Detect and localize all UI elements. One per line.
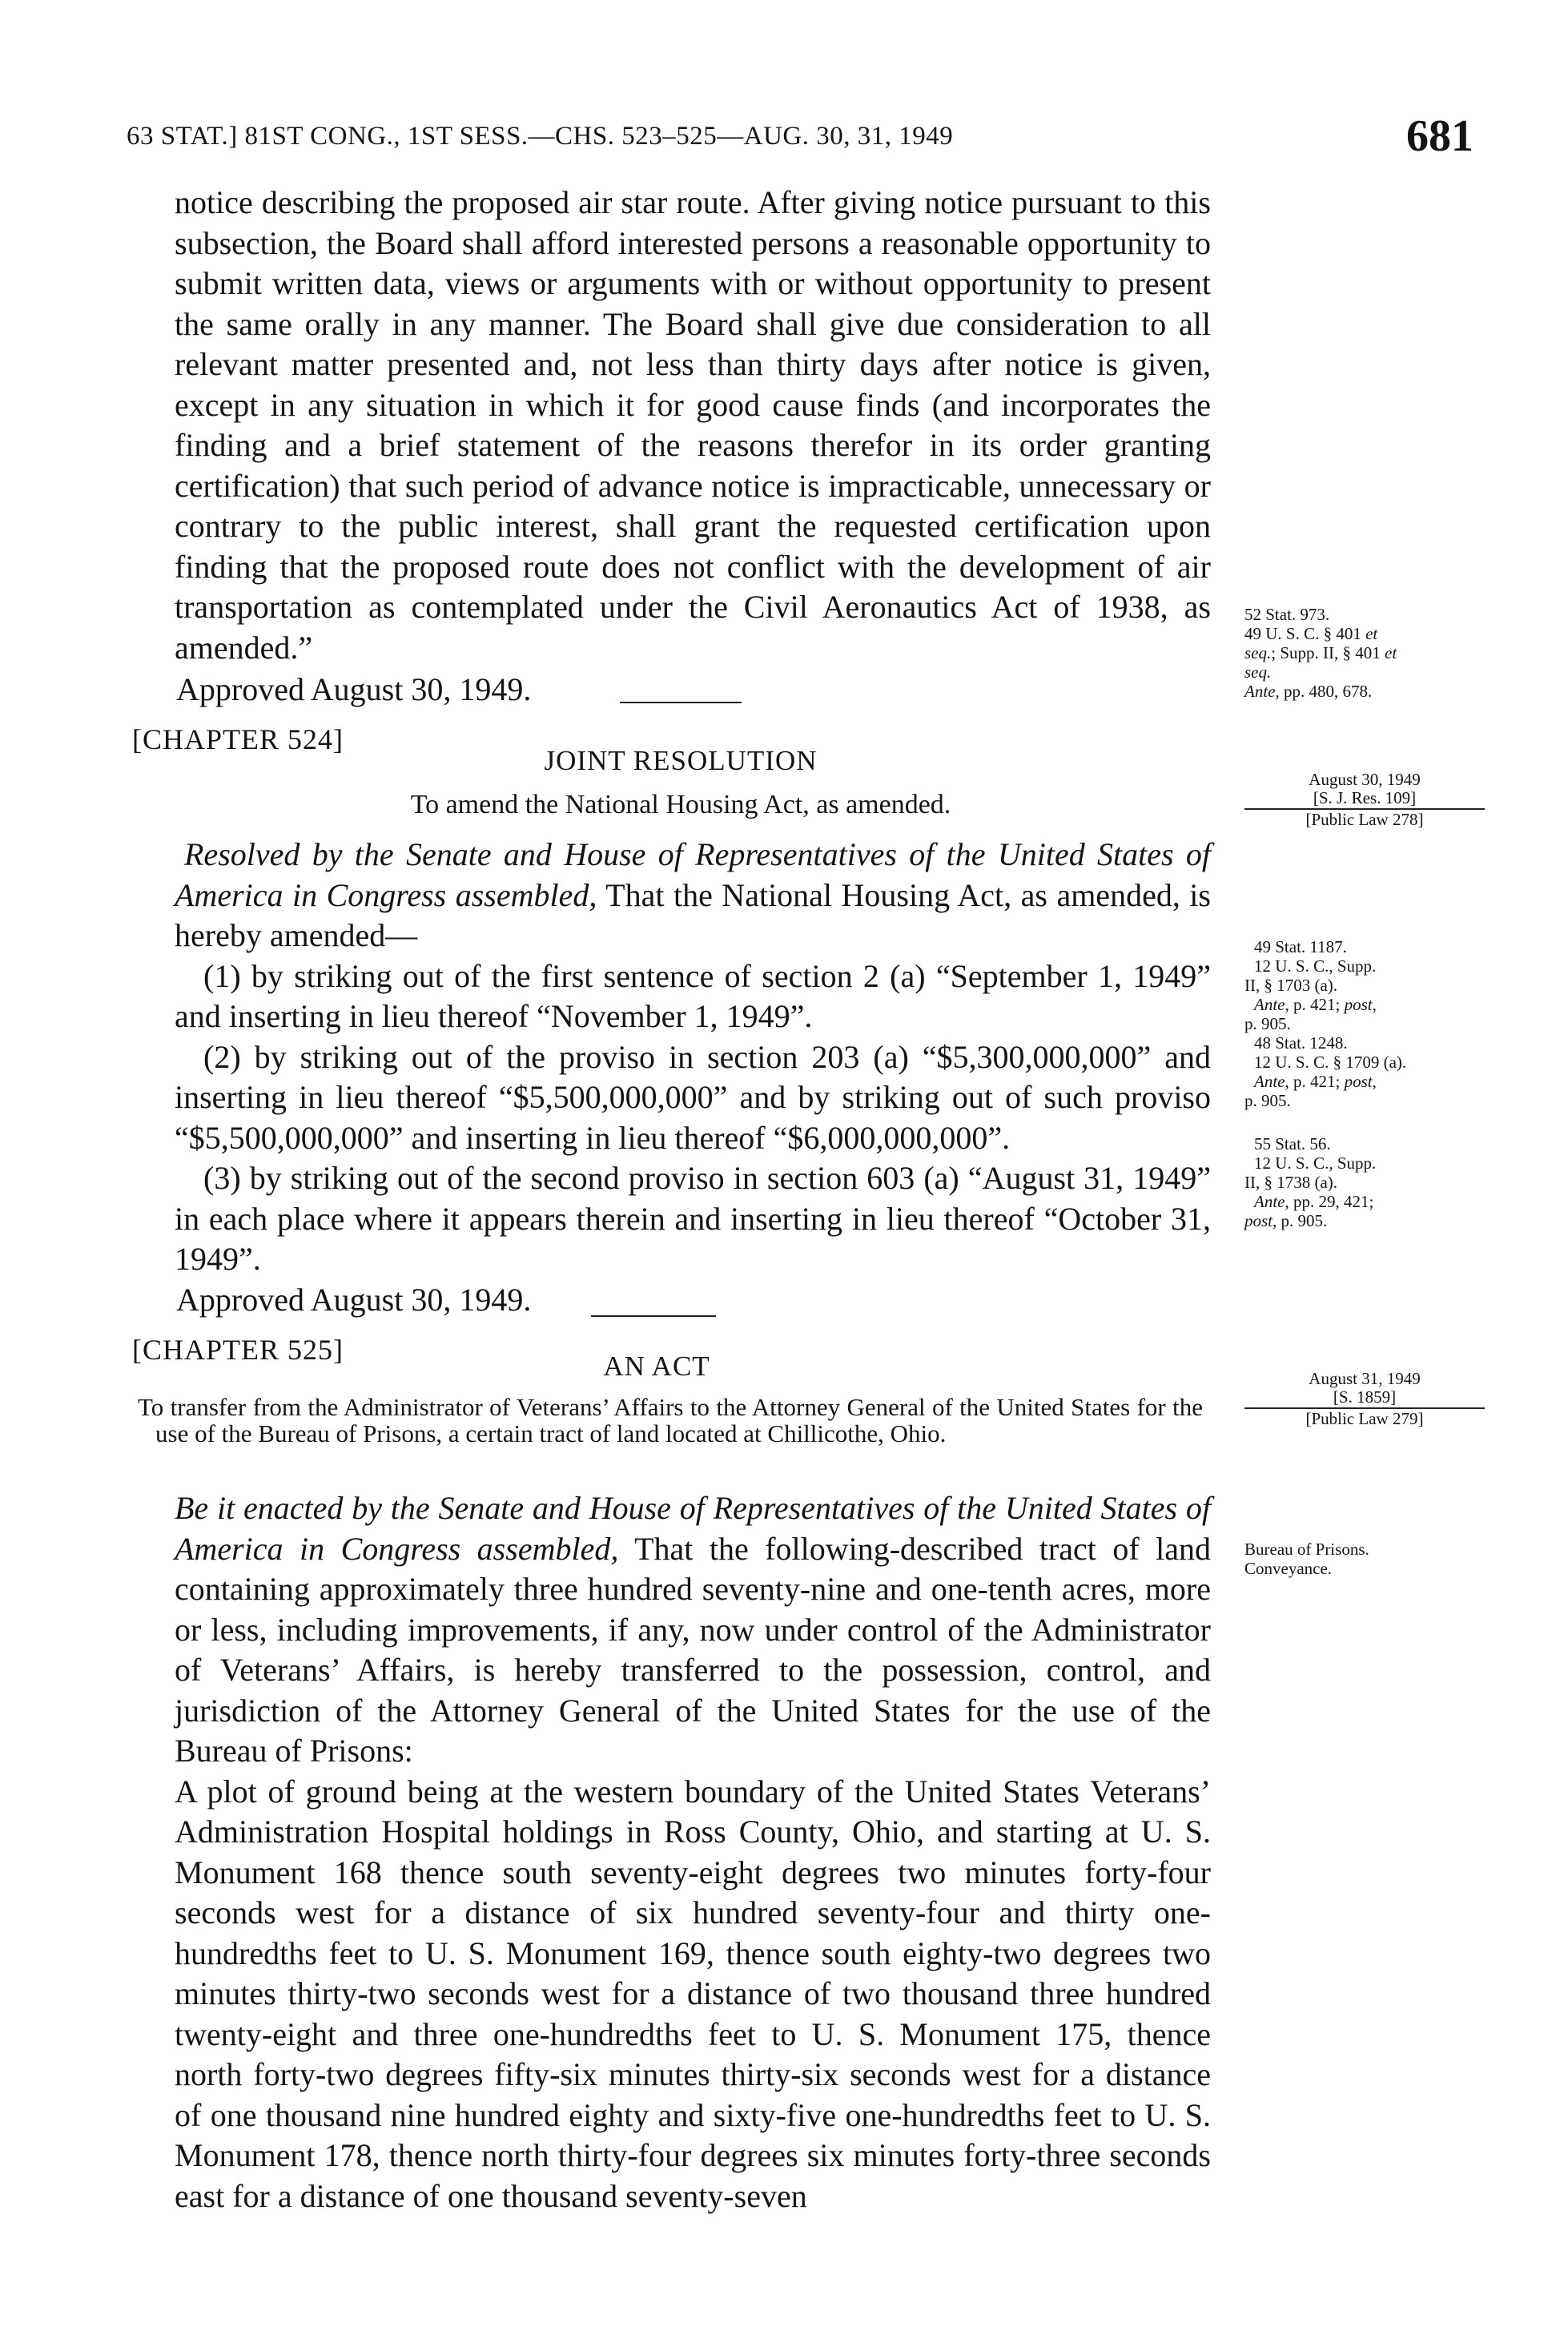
- margin-citation: 12 U. S. C. § 1709 (a).: [1254, 1053, 1407, 1072]
- margin-citation: p. 905.: [1244, 1091, 1291, 1110]
- margin-topic: Conveyance.: [1244, 1559, 1333, 1578]
- margin-citation: seq.; Supp. II, § 401 et: [1244, 643, 1397, 662]
- chapter-524-item-3: (3) by striking out of the second proviso in section 603 (a) “August 31, 1949” in each place where it appears therein and inserting in lieu thereof “October 31, 1949”.: [175, 1160, 1211, 1277]
- page-number: 681: [1406, 111, 1474, 161]
- chapter-524-doc-type: JOINT RESOLUTION: [544, 745, 818, 776]
- margin-citation: Ante, pp. 29, 421;: [1254, 1192, 1374, 1211]
- public-law-number: [Public Law 278]: [1305, 810, 1424, 829]
- chapter-523-continuation: notice describing the proposed air star route. After giving notice pursuant to this subsection, the Board shall afford interested persons a reasonable opportunity to submit written data, views or arguments with or without opportunity to present the same orally in any manner. The Board shall give due consideration to all relevant matter presented and, not less than thirty days after notice is given, except in any situation in which it for good cause finds (and incorporates the finding and a brief statement of the reasons therefor in its order granting certification) that such period of advance notice is impracticable, unnecessary or contrary to the public interest, shall grant the requested certification upon finding that the proposed route does not conflict with the development of air transportation as contemplated under the Civil Aeronautics Act of 1938, as amended.”: [175, 184, 1211, 666]
- margin-citation: 52 Stat. 973.: [1244, 605, 1330, 624]
- public-law-number: [Public Law 279]: [1305, 1409, 1424, 1428]
- margin-citation: seq.: [1244, 662, 1272, 682]
- margin-citation: 55 Stat. 56.: [1254, 1134, 1331, 1153]
- chapter-523-text: [175, 183, 1211, 711]
- enactment-date: August 30, 1949: [1309, 770, 1421, 789]
- chapter-524-title: To amend the National Housing Act, as amended.: [410, 790, 951, 819]
- chapter-524-label: [CHAPTER 524]: [132, 723, 344, 755]
- margin-citation: 12 U. S. C., Supp.: [1254, 956, 1377, 976]
- chapter-525-title-text: To transfer from the Administrator of Veterans’ Affairs to the Attorney General of the United States for the use of the Bureau of Prisons, a certain tract of land located at Chillicothe, Ohio.: [138, 1393, 1203, 1447]
- chapter-525-margin-notes: [1244, 1540, 1485, 1578]
- margin-topic: Bureau of Prisons.: [1244, 1540, 1369, 1559]
- margin-citation: Ante, p. 421; post,: [1254, 1072, 1377, 1091]
- chapter-524-item-2: (2) by striking out of the proviso in section 203 (a) “$5,300,000,000” and inserting in lieu thereof “$5,500,000,000” and by striking out of such proviso “$5,500,000,000” and inserting in lieu thereof “$6,000,000,000”.: [175, 1038, 1211, 1156]
- margin-citation: 48 Stat. 1248.: [1254, 1033, 1348, 1053]
- chapter-524-margin-notes: [1244, 937, 1485, 1230]
- margin-citation: 49 U. S. C. § 401 et: [1244, 624, 1378, 643]
- margin-citation: 12 U. S. C., Supp.: [1254, 1153, 1377, 1173]
- enactment-date: August 31, 1949: [1309, 1369, 1421, 1388]
- bill-number: [S. 1859]: [1333, 1387, 1397, 1407]
- section-divider: [591, 1315, 716, 1317]
- margin-citation: p. 905.: [1244, 1014, 1291, 1033]
- margin-citation: 49 Stat. 1187.: [1254, 937, 1347, 956]
- running-head: 63 STAT.] 81ST CONG., 1ST SESS.—CHS. 523–525—AUG. 30, 31, 1949: [127, 122, 954, 151]
- chapter-524-enacting-clause: Resolved by the Senate and House of Representatives of the United States of America in Congress assembled, That the National Housing Act, as amended, is hereby amended—: [175, 836, 1211, 953]
- chapter-524-item-1: (1) by striking out of the first sentence of section 2 (a) “September 1, 1949” and inserting in lieu thereof “November 1, 1949”.: [175, 957, 1211, 1034]
- chapter-525-description: A plot of ground being at the western boundary of the United States Veterans’ Administration Hospital holdings in Ross County, Ohio, and starting at U. S. Monument 168 thence south seventy-eight degrees two minutes forty-four seconds west for a distance of six hundred seventy-four and thirty one-hundredths feet to U. S. Monument 169, thence south eighty-two degrees two minutes thirty-two seconds west for a distance of two thousand three hundred twenty-eight and three one-hundredths feet to U. S. Monument 175, thence north forty-two degrees fifty-six minutes thirty-six seconds west for a distance of one thousand nine hundred eighty and sixty-five one-hundredths feet to U. S. Monument 178, thence north thirty-four degrees six minutes forty-three seconds east for a distance of one thousand seventy-seven: [175, 1773, 1211, 2214]
- chapter-525-doc-type: AN ACT: [603, 1351, 710, 1382]
- margin-citation: II, § 1738 (a).: [1244, 1173, 1338, 1192]
- bill-number: [S. J. Res. 109]: [1313, 788, 1417, 807]
- chapter-525-text: [175, 1488, 1211, 2216]
- chapter-523-approved: Approved August 30, 1949.: [176, 671, 532, 707]
- chapter-524-approved: Approved August 30, 1949.: [176, 1281, 532, 1318]
- chapter-524-text: [175, 835, 1211, 1320]
- margin-citation: II, § 1703 (a).: [1244, 976, 1338, 995]
- chapter-524-side-box: [1244, 771, 1485, 829]
- section-divider: [620, 702, 742, 703]
- margin-citation: Ante, pp. 480, 678.: [1244, 682, 1373, 701]
- chapter-523-margin-notes: [1244, 605, 1485, 701]
- chapter-525-side-box: [1244, 1370, 1485, 1428]
- chapter-525-enacting-clause: Be it enacted by the Senate and House of Representatives of the United States of America in Congress assembled, That the following-described tract of land containing approximately three hundred seventy-nine and one-tenth acres, more or less, including improvements, if any, now under control of the Administrator of Veterans’ Affairs, is hereby transferred to the possession, control, and jurisdiction of the Attorney General of the United States for the use of the Bureau of Prisons:: [175, 1490, 1211, 1769]
- chapter-525-label: [CHAPTER 525]: [132, 1334, 344, 1366]
- chapter-525-title: [138, 1394, 1203, 1447]
- margin-citation: post, p. 905.: [1244, 1211, 1328, 1230]
- margin-citation: Ante, p. 421; post,: [1254, 995, 1377, 1014]
